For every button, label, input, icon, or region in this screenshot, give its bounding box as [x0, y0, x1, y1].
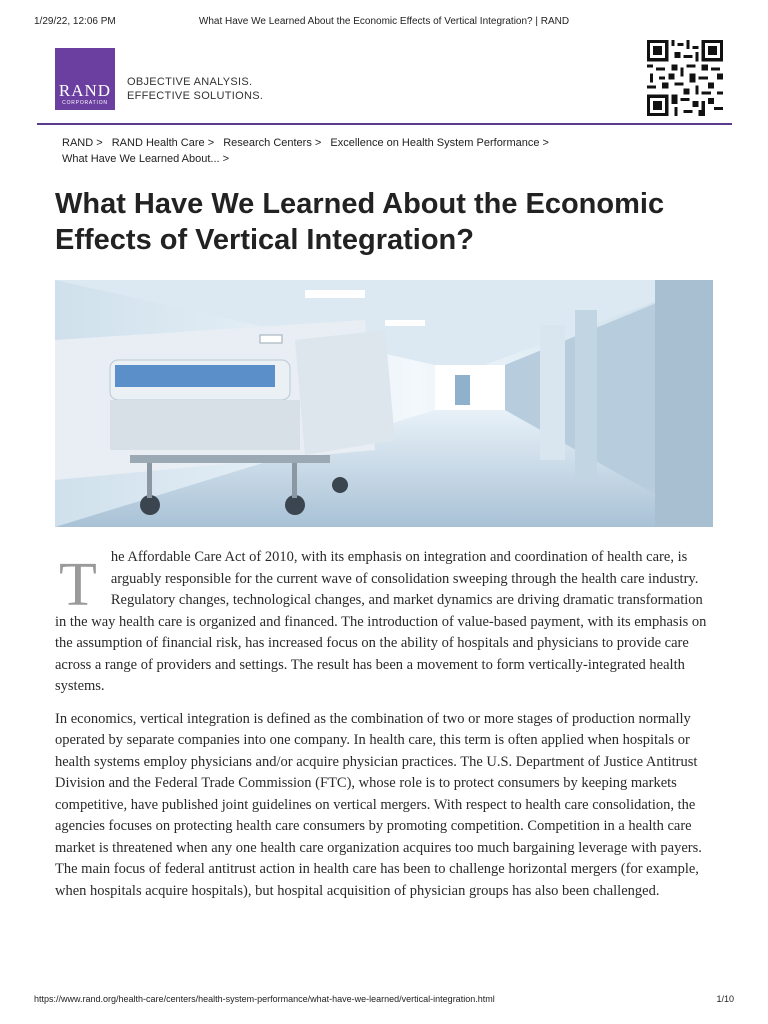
print-timestamp: 1/29/22, 12:06 PM [34, 16, 116, 27]
article-paragraph-2: In economics, vertical integration is defined as the combination of two or more stages of production normally operated by separate companies into one company. In health care, this term is often applied when hospitals or health systems employ physicians and/or acquire physician practices. The U.S. Department of Justice Antitrust Division and the Federal Trade Commission (FTC), whose role is to protect consumers by keeping markets competitive, have published joint guidelines on vertical mergers. With respect to health care consolidation, the agencies focuses on protecting health care consumers by promoting competition. Competition in a health care market is threatened when any one health care organization acquires too much bargaining leverage with payers. The main focus of federal antitrust action in health care has been to challenge horizontal mergers (for example, when hospitals acquire hospitals), but hospital acquisition of physician groups has also been challenged. [55, 710, 702, 899]
breadcrumb-item-excellence[interactable]: Excellence on Health System Performance > [330, 137, 549, 149]
print-page-title: What Have We Learned About the Economic Effects of Vertical Integration? | RAND [198, 16, 570, 27]
page-number: 1/10 [716, 994, 734, 1004]
article-paragraph-1 [55, 547, 712, 698]
breadcrumb [62, 135, 702, 167]
breadcrumb-item-rand[interactable]: RAND > [62, 137, 103, 149]
qr-code-icon [645, 40, 725, 116]
header-divider [37, 123, 732, 125]
rand-logo[interactable] [55, 48, 115, 110]
tagline-line-1: OBJECTIVE ANALYSIS. [127, 76, 253, 88]
breadcrumb-item-current[interactable]: What Have We Learned About... > [62, 153, 230, 165]
logo-text: RAND [58, 81, 112, 100]
tagline [127, 75, 327, 103]
print-header [34, 16, 734, 30]
article-body [55, 547, 712, 913]
logo-subtext: CORPORATION [62, 100, 108, 106]
print-url[interactable]: https://www.rand.org/health-care/centers/health-system-performance/what-have-we-learned/vertical-integration.html [34, 994, 495, 1004]
tagline-line-2: EFFECTIVE SOLUTIONS. [127, 90, 264, 102]
breadcrumb-item-research-centers[interactable]: Research Centers > [223, 137, 322, 149]
hospital-corridor-illustration [55, 280, 713, 527]
drop-cap: T [59, 551, 97, 619]
breadcrumb-item-rand-health-care[interactable]: RAND Health Care > [111, 137, 215, 149]
page-title: What Have We Learned About the Economic Effects of Vertical Integration? [55, 188, 665, 256]
paragraph-1-text: he Affordable Care Act of 2010, with its emphasis on integration and coordination of health care, is arguably responsible for the current wave of consolidation sweeping through the health care industry. Regulatory changes, technological changes, and market dynamics are driving dramatic transformation in the way health care is organized and financed. The introduction of value-based payment, with its emphasis on the assumption of financial risk, has increased focus on the ability of hospitals and physicians to provide care across a range of providers and settings. The result has been a movement to form vertically-integrated health systems. [55, 549, 707, 694]
hero-image-hospital-corridor [55, 280, 713, 527]
print-footer [34, 994, 734, 1008]
